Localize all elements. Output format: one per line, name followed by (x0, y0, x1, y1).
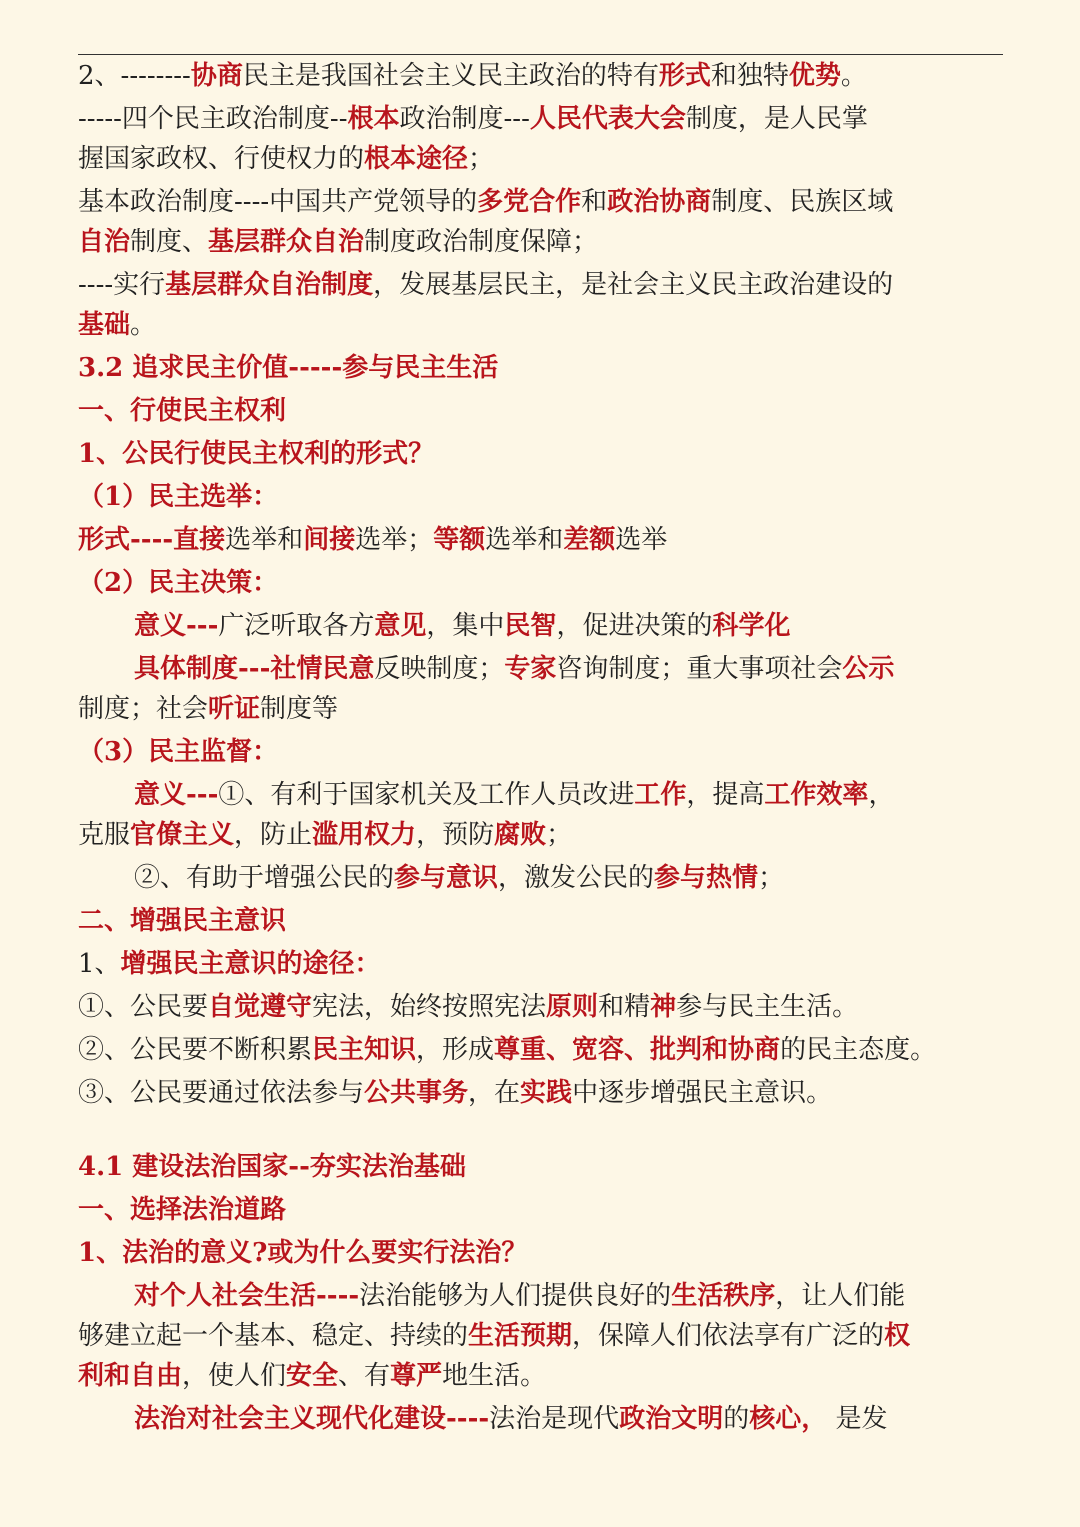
text-segment: ①、公民要 (78, 992, 209, 1022)
text-segment: 选举和 (225, 525, 304, 555)
highlight-term: 多党合作 (477, 187, 582, 217)
text-segment: -----四个民主政治制度-- (78, 104, 348, 134)
highlight-term: 根本 (347, 104, 400, 134)
text-segment: ，预防 (416, 820, 495, 850)
text-segment: ； (758, 863, 785, 893)
highlight-term: 二、增强民主意识 (78, 906, 287, 936)
text-line (78, 1030, 1006, 1070)
section-heading (78, 732, 1006, 772)
text-segment: 咨询制度；重大事项社会 (556, 654, 843, 684)
highlight-term: 形式----直接 (78, 525, 226, 555)
section-heading (78, 1147, 1006, 1187)
highlight-term: 实践 (520, 1078, 573, 1108)
text-line (78, 265, 1006, 305)
highlight-term: 意见 (374, 611, 427, 641)
text-segment: 基本政治制度----中国共产党领导的 (78, 187, 478, 217)
highlight-term: （3）民主监督： (78, 737, 279, 767)
text-line (78, 1399, 1006, 1439)
text-segment: ②、公民要不断积累 (78, 1035, 313, 1065)
text-line (78, 1073, 1006, 1113)
highlight-term: 自治 (78, 227, 131, 257)
text-segment: 和 (581, 187, 608, 217)
highlight-term: 一、选择法治道路 (78, 1195, 287, 1225)
highlight-term: 1、公民行使民主权利的形式？ (78, 439, 435, 469)
highlight-term: 尊严 (390, 1361, 443, 1391)
text-segment: 制度政治制度保障； (364, 227, 599, 257)
text-line (78, 56, 1006, 96)
text-segment: 克服 (78, 820, 131, 850)
highlight-term: 工作 (634, 780, 687, 810)
highlight-term: 公示 (842, 654, 895, 684)
text-line (78, 944, 1006, 984)
highlight-term: 官僚主义 (130, 820, 235, 850)
section-heading (78, 391, 1006, 431)
highlight-term: 增强民主意识的途径： (120, 949, 381, 979)
text-segment: 制度，是人民掌 (685, 104, 868, 134)
highlight-term: 具体制度---社情民意 (134, 654, 375, 684)
highlight-term: 4.1 建设法治国家--夯实法治基础 (78, 1152, 466, 1182)
text-segment: ，促进决策的 (556, 611, 713, 641)
text-segment: ； (546, 820, 573, 850)
highlight-term: 政治文明 (619, 1404, 724, 1434)
highlight-term: 民主知识 (312, 1035, 417, 1065)
section-heading (78, 1233, 1006, 1273)
text-segment: ，使人们 (182, 1361, 287, 1391)
text-segment: 反映制度； (374, 654, 505, 684)
highlight-term: 听证 (208, 694, 261, 724)
text-line (78, 1316, 1006, 1356)
text-line (78, 1276, 1006, 1316)
section-heading (78, 1190, 1006, 1230)
highlight-term: 1、法治的意义?或为什么要实行法治？ (78, 1238, 528, 1268)
text-line (78, 99, 1006, 139)
text-segment: 选举和 (485, 525, 564, 555)
highlight-term: 基础 (78, 310, 131, 340)
text-segment: 的民主态度。 (780, 1035, 937, 1065)
text-segment: 。 (130, 310, 157, 340)
highlight-term: 协商 (190, 61, 243, 91)
highlight-term: 权 (884, 1321, 911, 1351)
highlight-term: 间接 (303, 525, 356, 555)
highlight-term: 安全 (286, 1361, 339, 1391)
text-segment: 中逐步增强民主意识。 (572, 1078, 833, 1108)
text-line (78, 305, 1006, 345)
text-segment: 握国家政权、行使权力的 (78, 144, 365, 174)
text-segment: 制度、 (130, 227, 209, 257)
text-segment: 。 (840, 61, 867, 91)
text-segment: 广泛听取各方 (218, 611, 375, 641)
highlight-term: 核心， (749, 1404, 828, 1434)
section-heading (78, 901, 1006, 941)
highlight-term: 自觉遵守 (208, 992, 313, 1022)
text-segment: 和独特 (710, 61, 789, 91)
text-segment: ③、公民要通过依法参与 (78, 1078, 365, 1108)
text-segment: 政治制度--- (399, 104, 530, 134)
text-segment: 是发 (827, 1404, 888, 1434)
text-segment: 制度；社会 (78, 694, 209, 724)
text-segment: 选举； (355, 525, 434, 555)
highlight-term: 参与意识 (394, 863, 499, 893)
section-heading (78, 434, 1006, 474)
highlight-term: 意义--- (134, 611, 219, 641)
highlight-term: 民智 (504, 611, 557, 641)
text-line (78, 689, 1006, 729)
text-line (78, 520, 1006, 560)
highlight-term: 人民代表大会 (529, 104, 686, 134)
text-segment: 制度、民族区域 (711, 187, 894, 217)
text-segment: ①、有利于国家机关及工作人员改进 (218, 780, 635, 810)
highlight-term: 公共事务 (364, 1078, 469, 1108)
text-segment: ----实行 (78, 270, 166, 300)
text-segment: 宪法，始终按照宪法 (312, 992, 547, 1022)
highlight-term: 对个人社会生活---- (134, 1281, 360, 1311)
section-heading (78, 348, 1006, 388)
text-segment: 1、 (78, 949, 121, 979)
top-rule (78, 54, 1003, 55)
text-segment: ，让人们能 (775, 1281, 906, 1311)
text-line (78, 139, 1006, 179)
text-segment: 民主是我国社会主义民主政治的特有 (242, 61, 659, 91)
text-line (78, 858, 1006, 898)
text-line (78, 987, 1006, 1027)
text-segment: 够建立起一个基本、稳定、持续的 (78, 1321, 469, 1351)
highlight-term: 政治协商 (607, 187, 712, 217)
text-segment: 2、-------- (78, 61, 191, 91)
text-segment: ，集中 (426, 611, 505, 641)
highlight-term: （1）民主选举： (78, 482, 279, 512)
document-body (78, 56, 1006, 1439)
text-line (78, 182, 1006, 222)
text-segment: 制度等 (260, 694, 339, 724)
highlight-term: 参与热情 (654, 863, 759, 893)
highlight-term: 工作效率 (764, 780, 869, 810)
highlight-term: 意义--- (134, 780, 219, 810)
highlight-term: 基层群众自治 (208, 227, 365, 257)
highlight-term: 3.2 追求民主价值-----参与民主生活 (78, 353, 499, 383)
text-segment: 和精 (598, 992, 651, 1022)
section-heading (78, 477, 1006, 517)
highlight-term: 等额 (433, 525, 486, 555)
text-segment: ，发展基层民主，是社会主义民主政治建设的 (373, 270, 894, 300)
highlight-term: （2）民主决策： (78, 568, 279, 598)
highlight-term: 滥用权力 (312, 820, 417, 850)
highlight-term: 神 (650, 992, 677, 1022)
text-segment: ，在 (468, 1078, 521, 1108)
text-line (78, 815, 1006, 855)
highlight-term: 专家 (504, 654, 557, 684)
text-segment: ，防止 (234, 820, 313, 850)
text-segment: 法治是现代 (489, 1404, 620, 1434)
text-segment: 、有 (338, 1361, 391, 1391)
text-line (78, 775, 1006, 815)
highlight-term: 生活秩序 (671, 1281, 776, 1311)
highlight-term: 基层群众自治制度 (165, 270, 374, 300)
section-heading (78, 563, 1006, 603)
highlight-term: 一、行使民主权利 (78, 396, 287, 426)
text-segment: 地生活。 (442, 1361, 547, 1391)
highlight-term: 尊重、宽容、批判和协商 (494, 1035, 781, 1065)
text-segment: 法治能够为人们提供良好的 (359, 1281, 672, 1311)
text-segment: ； (468, 144, 495, 174)
highlight-term: 利和自由 (78, 1361, 183, 1391)
text-segment: ，提高 (686, 780, 765, 810)
text-line (78, 606, 1006, 646)
highlight-term: 生活预期 (468, 1321, 573, 1351)
highlight-term: 差额 (563, 525, 616, 555)
text-segment: 的 (723, 1404, 750, 1434)
highlight-term: 腐败 (494, 820, 547, 850)
highlight-term: 根本途径 (364, 144, 469, 174)
highlight-term: 形式 (658, 61, 711, 91)
text-line (78, 222, 1006, 262)
text-segment: ，保障人们依法享有广泛的 (572, 1321, 885, 1351)
text-line (78, 649, 1006, 689)
text-segment: 参与民主生活。 (676, 992, 859, 1022)
highlight-term: 法治对社会主义现代化建设---- (134, 1404, 490, 1434)
text-segment: ②、有助于增强公民的 (134, 863, 395, 893)
text-segment: 选举 (615, 525, 668, 555)
highlight-term: 原则 (546, 992, 599, 1022)
text-segment: ，激发公民的 (498, 863, 655, 893)
text-line (78, 1356, 1006, 1396)
text-segment: ，形成 (416, 1035, 495, 1065)
highlight-term: 科学化 (712, 611, 791, 641)
highlight-term: 优势 (788, 61, 841, 91)
text-segment: ， (868, 780, 895, 810)
